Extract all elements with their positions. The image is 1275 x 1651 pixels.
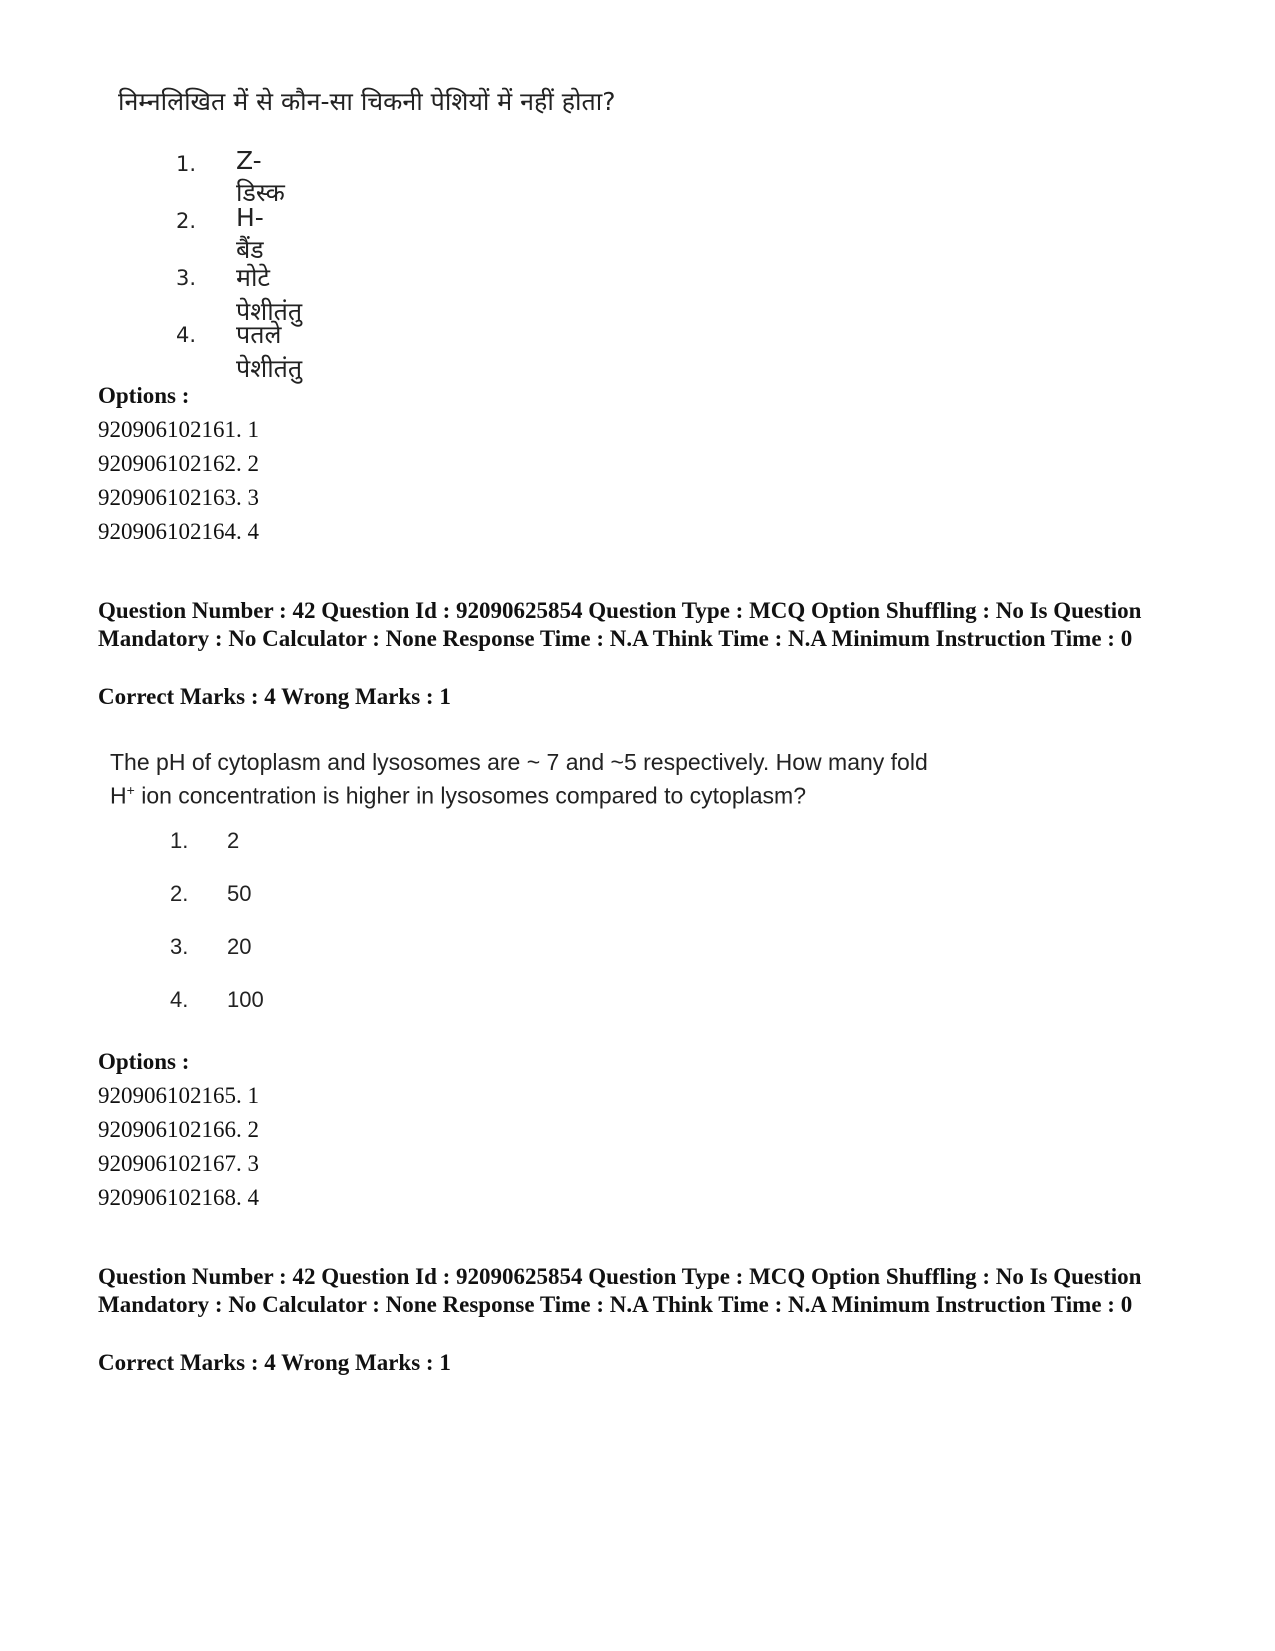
option-line: 920906102166. 2 — [98, 1117, 259, 1142]
h-symbol: H — [110, 782, 127, 809]
option-line: 920906102162. 2 — [98, 451, 259, 476]
option-line: 920906102161. 1 — [98, 417, 259, 442]
question-line — [110, 776, 928, 810]
choice-text: Z-डिस्क — [236, 146, 285, 207]
choice-number: 3. — [176, 266, 197, 290]
options-block — [98, 1049, 259, 1215]
choice-number: 3. — [170, 934, 189, 959]
options-list — [98, 413, 259, 549]
question-marks: Correct Marks : 4 Wrong Marks : 1 — [98, 684, 451, 709]
options-list — [98, 1079, 259, 1215]
choice-number: 2. — [176, 209, 197, 233]
question-meta: Question Number : 42 Question Id : 92090625854 Question Type : MCQ Option Shuffling : No Is Question Mandatory : No Calculator : None Response Time : N.A Think Time : N.A Minimum Instruction Time : 0 — [98, 598, 1142, 651]
options-heading: Options : — [98, 1049, 190, 1074]
choice-text: 20 — [227, 934, 252, 959]
choice-number: 4. — [170, 987, 189, 1012]
question-meta: Question Number : 42 Question Id : 92090625854 Question Type : MCQ Option Shuffling : No Is Question Mandatory : No Calculator : None Response Time : N.A Think Time : N.A Minimum Instruction Time : 0 — [98, 1264, 1142, 1317]
options-block — [98, 383, 259, 549]
question-text-hindi: निम्नलिखित में से कौन-सा चिकनी पेशियों में नहीं होता? — [118, 87, 616, 116]
choice-text: H-बैंड — [236, 203, 264, 264]
choice-text: 50 — [227, 881, 252, 906]
choice-number: 2. — [170, 881, 189, 906]
option-line: 920906102164. 4 — [98, 519, 259, 544]
choice-text: पतले पेशीतंतु — [236, 320, 303, 383]
choice-text: 100 — [227, 987, 264, 1012]
option-line: 920906102168. 4 — [98, 1185, 259, 1210]
question-line-rest: ion concentration is higher in lysosomes compared to cytoplasm? — [134, 782, 806, 809]
question-marks: Correct Marks : 4 Wrong Marks : 1 — [98, 1350, 451, 1375]
choice-text: 2 — [227, 828, 240, 853]
option-line: 920906102167. 3 — [98, 1151, 259, 1176]
choice-text: मोटे पेशीतंतु — [236, 263, 303, 326]
superscript: + — [126, 782, 135, 798]
option-line: 920906102163. 3 — [98, 485, 259, 510]
question-text-english — [110, 748, 928, 810]
choice-number: 1. — [176, 152, 197, 176]
option-line: 920906102165. 1 — [98, 1083, 259, 1108]
question-line: The pH of cytoplasm and lysosomes are ~ 7 and ~5 respectively. How many fold — [110, 749, 928, 775]
choice-number: 1. — [170, 828, 189, 853]
options-heading: Options : — [98, 383, 190, 408]
choice-number: 4. — [176, 323, 197, 347]
